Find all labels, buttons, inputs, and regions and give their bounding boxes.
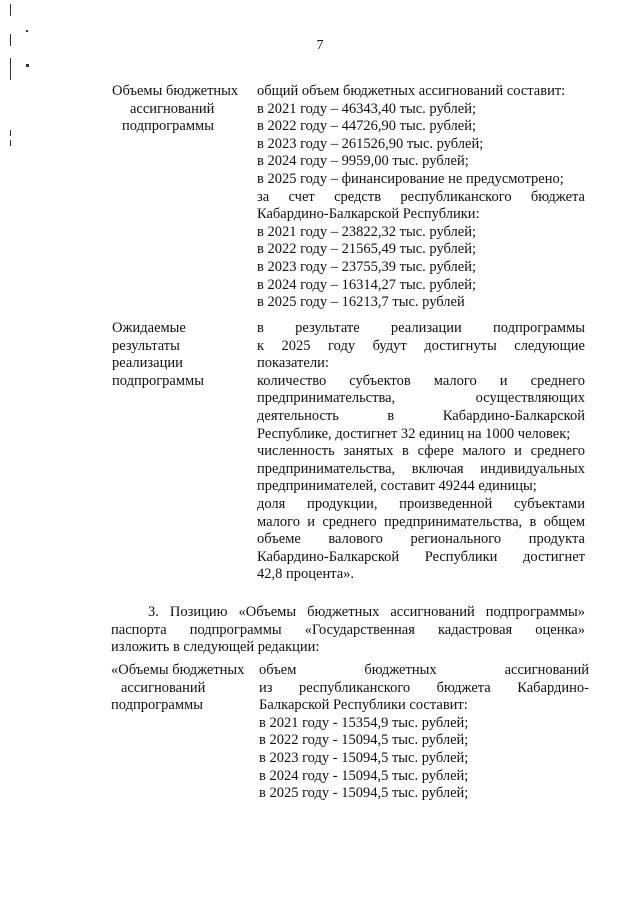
- text-line: в 2023 году – 23755,39 тыс. рублей;: [257, 258, 477, 275]
- text-line: в 2023 году – 261526,90 тыс. рублей;: [257, 135, 484, 152]
- text-line: доля продукции, произведенной субъектами: [257, 495, 585, 512]
- text-line: в 2022 году - 15094,5 тыс. рублей;: [259, 732, 469, 749]
- text-line: в 2023 году - 15094,5 тыс. рублей;: [259, 749, 469, 766]
- section1-value: [257, 83, 585, 312]
- label-line: ассигнований: [121, 679, 206, 696]
- text-line: предпринимательства, включая индивидуальных: [257, 460, 585, 477]
- text-line: в 2021 году – 46343,40 тыс. рублей;: [257, 100, 477, 117]
- text-line: 42,8 процента».: [257, 566, 355, 583]
- margin-mark: [10, 130, 11, 136]
- text-line: в 2021 году - 15354,9 тыс. рублей;: [259, 714, 469, 731]
- margin-mark: [26, 30, 28, 32]
- text-line: малого и среднего предпринимательства, в общем: [257, 513, 585, 530]
- text-line: Кабардино-Балкарской Республики достигнет: [257, 548, 585, 565]
- label-line: подпрограммы: [112, 372, 204, 389]
- section2-value: [257, 320, 585, 584]
- label-line: Объемы бюджетных: [112, 83, 239, 99]
- text-line: из республиканского бюджета Кабардино-: [259, 679, 589, 696]
- section1-label: [112, 83, 252, 136]
- text-line: в 2025 году – финансирование не предусмотрено;: [257, 170, 564, 187]
- label-line: Ожидаемые: [112, 320, 186, 336]
- text-line: Республике, достигнет 32 единиц на 1000 человек;: [257, 425, 571, 442]
- text-line: предпринимателей, составит 49244 единицы;: [257, 478, 537, 495]
- text-line: в 2024 году – 9959,00 тыс. рублей;: [257, 153, 469, 170]
- margin-mark: [26, 64, 29, 67]
- text-line: объеме валового регионального продукта: [257, 531, 585, 548]
- margin-mark: [10, 140, 11, 146]
- text-line: Кабардино-Балкарской Республики:: [257, 206, 480, 223]
- text-line: показатели:: [257, 355, 329, 372]
- label-line: результаты: [112, 337, 180, 354]
- label-line: подпрограммы: [111, 697, 203, 714]
- label-line: ассигнований: [130, 100, 215, 117]
- margin-mark: [10, 4, 11, 16]
- label-line: реализации: [112, 355, 183, 372]
- text-line: в 2022 году – 21565,49 тыс. рублей;: [257, 241, 477, 258]
- text-line: в 2025 году - 15094,5 тыс. рублей;: [259, 785, 469, 802]
- text-line: общий объем бюджетных ассигнований составит:: [257, 83, 566, 99]
- text-line: 3. Позицию «Объемы бюджетных ассигнований подпрограммы»: [148, 604, 585, 620]
- page-number: 7: [316, 38, 324, 53]
- text-line: объем бюджетных ассигнований: [259, 662, 589, 678]
- section2-label: [112, 320, 252, 390]
- text-line: в 2024 году – 16314,27 тыс. рублей;: [257, 276, 477, 293]
- text-line: изложить в следующей редакции:: [111, 639, 320, 656]
- paragraph-3: [111, 604, 585, 657]
- text-line: за счет средств республиканского бюджета: [257, 188, 585, 205]
- text-line: в 2022 году – 44726,90 тыс. рублей;: [257, 118, 477, 135]
- margin-mark: [10, 58, 11, 80]
- section3-value: [259, 662, 589, 803]
- text-line: предпринимательства, осуществляющих: [257, 390, 585, 407]
- text-line: деятельность в Кабардино-Балкарской: [257, 407, 585, 424]
- text-line: в 2025 году – 16213,7 тыс. рублей: [257, 294, 465, 311]
- label-line: подпрограммы: [122, 118, 214, 135]
- text-line: в 2024 году - 15094,5 тыс. рублей;: [259, 767, 469, 784]
- section3-label: [111, 662, 251, 715]
- text-line: Балкарской Республики составит:: [259, 697, 468, 714]
- text-line: паспорта подпрограммы «Государственная кадастровая оценка»: [111, 621, 585, 638]
- text-line: к 2025 году будут достигнуты следующие: [257, 337, 585, 354]
- text-line: численность занятых в сфере малого и среднего: [257, 443, 585, 460]
- text-line: в 2021 году – 23822,32 тыс. рублей;: [257, 223, 477, 240]
- label-line: «Объемы бюджетных: [111, 662, 245, 678]
- text-line: в результате реализации подпрограммы: [257, 320, 585, 336]
- text-line: количество субъектов малого и среднего: [257, 372, 585, 389]
